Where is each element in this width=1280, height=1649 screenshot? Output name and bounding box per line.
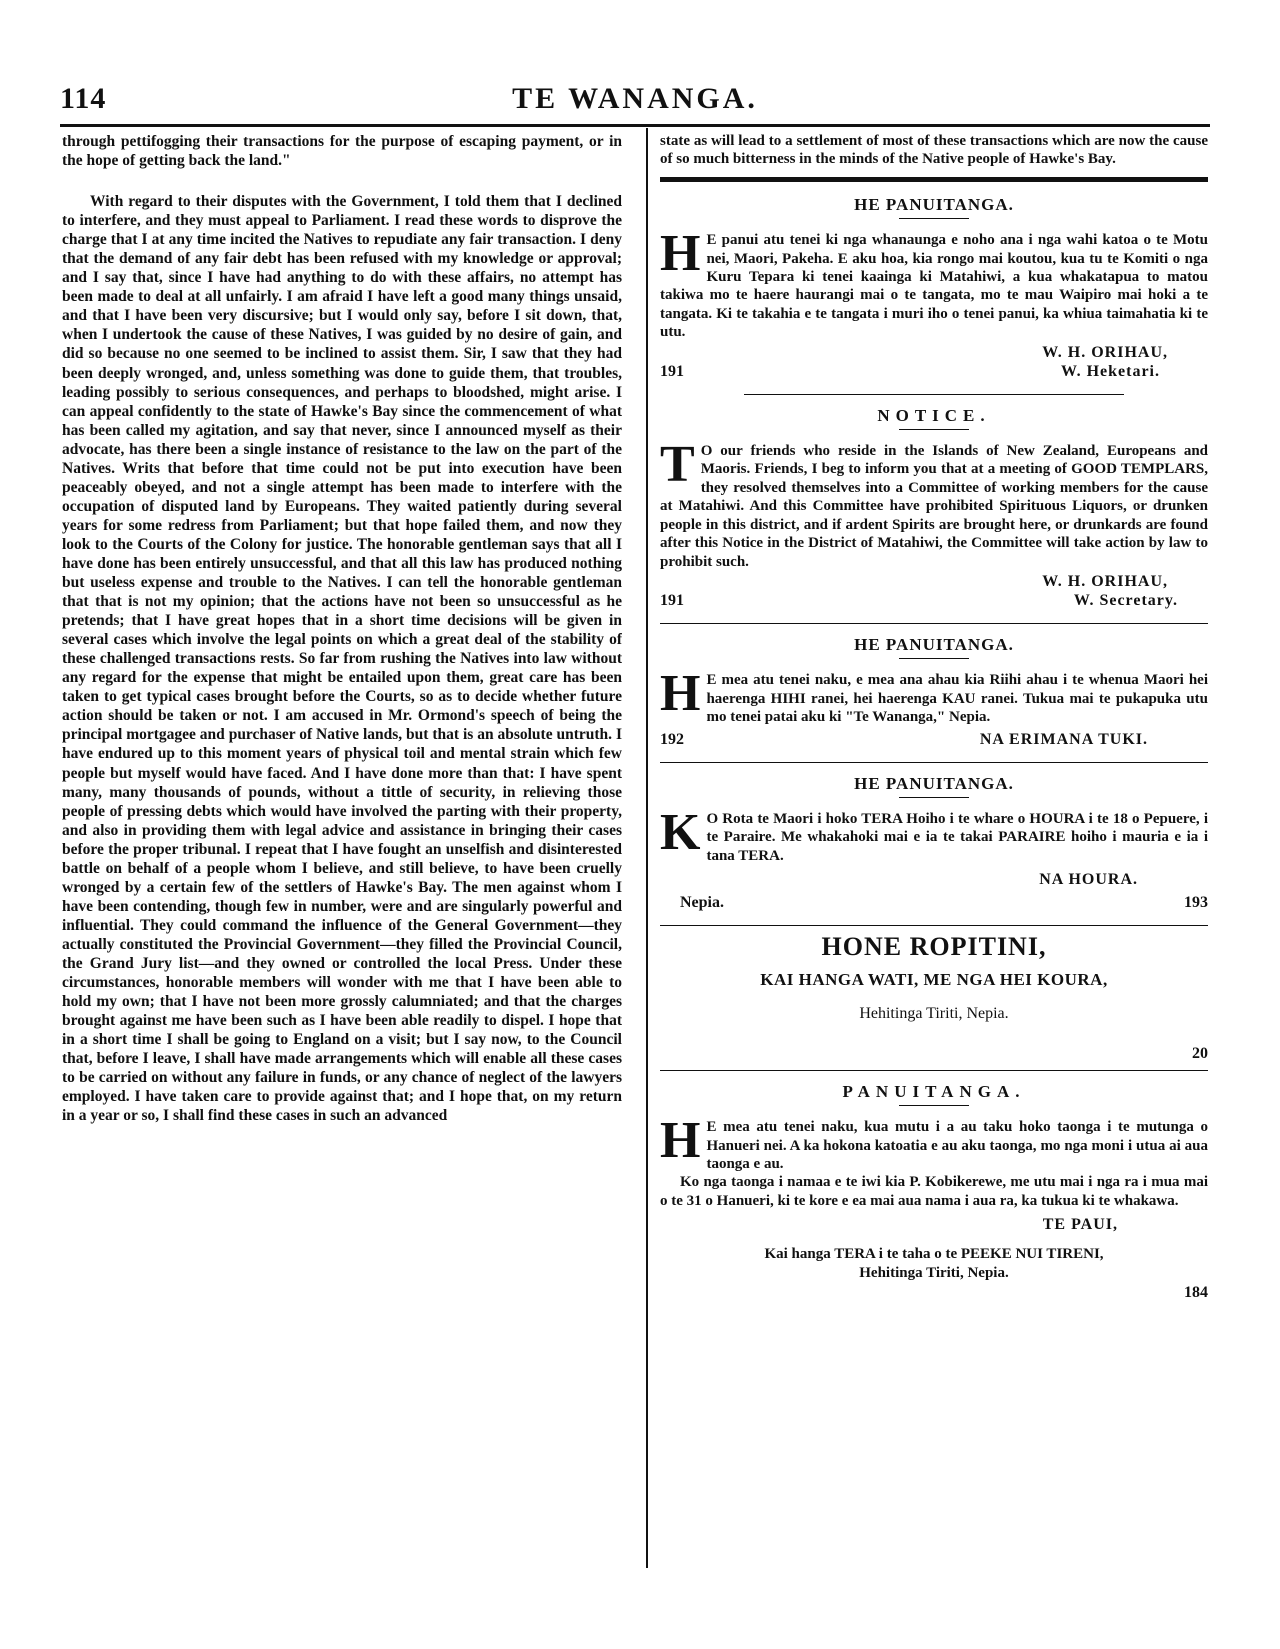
footer-line: Kai hanga TERA i te taha o te PEEKE NUI TIRENI,: [764, 1246, 1104, 1263]
notice-text: E panui atu tenei ki nga whanaunga e noho ana i nga wahi katoa o te Motu nei, Maori, Pakeha. E aku hoa, kia rongo mai koutou, kua tu te Komiti o nga Kuru Tepara ki tenei kaainga ki Matahiwi, a kua whakatapua to matou takiwa mo te haere haurangi mai o te tangata, mo te mau Waipiro mai hoki a te tangata. Ki te takahia e te tangata i muri iho o tenei panui, ka whiua taimahatia ki te utu.: [660, 232, 1208, 341]
notice-english: [660, 407, 1208, 611]
dropcap: H: [660, 665, 701, 723]
heading-underline: [899, 218, 969, 219]
notice-heading: HE PANUITANGA.: [854, 634, 1014, 654]
signature-row: [660, 871, 1208, 890]
notice-number: 192: [660, 730, 684, 748]
notice-heading: HE PANUITANGA.: [854, 773, 1014, 793]
notice-separator: [744, 394, 1124, 395]
continued-text: state as will lead to a settlement of most of these transactions which are now the cause of so much bitterness in the minds of the Native people of Hawke's Bay.: [660, 133, 1208, 168]
signature-row: [660, 363, 1208, 382]
notice-body: [660, 225, 1208, 341]
notice-place: Nepia.: [680, 894, 724, 912]
signature-name: NA ERIMANA TUKI.: [979, 730, 1148, 748]
notice-panuitanga: [660, 1083, 1208, 1303]
notice-body-second: Ko nga taonga i namaa e te iwi kia P. Kobikerewe, me utu mai i nga ra i mua mai o te 31 o Hanueri, ki te kore e ea mai aua nama i aua ra, ka tukua ki te whakawa.: [660, 1174, 1208, 1209]
header-rule: [60, 124, 1210, 127]
notice-he-panuitanga-1: [660, 196, 1208, 382]
signature-row: [660, 344, 1208, 363]
speech-paragraph: With regard to their disputes with the Government, I told them that I declined to interfere, and they must appeal to Parliament. I read these words to disprove the charge that I at any time incited the Natives to repudiate any fair transaction. I deny that the demand of any fair debt has been refused with my knowledge or approval; and I say that, since I have had anything to do with these affairs, no attempt has been made to deal at all unfairly. I am afraid I have left a good many things unsaid, and that I have been very discursive; but I would only say, before I sit down, that, when I undertook the cause of these Natives, I was guided by no desire of gain, and did so because no one seemed to be inclined to assist them. Sir, I saw that they had been deeply wronged, and, unless something was done to guide them, that troubles, leading possibly to serious consequences, and perhaps to bloodshed, might arise. I can appeal confidently to the state of Hawke's Bay since the commencement of what has been called my agitation, and say that never, since I announced myself as their advocate, has there been a single instance of resistance to the law on the part of the Natives. Writs that before that time could not be put into execution have been peaceably obeyed, and not a single attempt has been made to interfere with the occupation of disputed land by Europeans. They waited patiently during several years for some redress from Parliament; but that hope failed them, and now they look to the Courts of the Colony for justice. The honorable gentleman says that all I have done has been entirely unsuccessful, and that all this law has produced nothing but useless expense and trouble to the Natives. I can tell the honorable gentleman that that is not my opinion; that the actions have not been so unsuccessful as he pretends; that I have great hopes that in a short time decisions will be given in several cases which involve the legal points on which a great deal of the stability of these challenged transactions rests. So far from rushing the Natives into law without any regard for the expense that might be entailed upon them, great care has been taken to get typical cases brought before the Courts, so as to decide whether future action should be taken or not. I am accused in Mr. Ormond's speech of being the principal mortgagee and purchaser of Native lands, but that is an absolute untruth. I have endured up to this moment years of physical toil and mental strain which few people but myself would have faced. And I have done more than that: I have spent many, many thousands of pounds, without a tittle of security, in relieving those people of pressing debts which would have involved the parting with their property, and also in providing them with legal advice and assistance in bringing their cases before the proper tribunal. I repeat that I have fought an unselfish and disinterested battle on behalf of a people whom I believe, and still believe, to have been cruelly wronged by a certain few of the settlers of Hawke's Bay. The men against whom I have been contending, though few in number, were and are singularly powerful and influential. They could command the influence of the General Government—they actually constituted the Provincial Government—they filled the Provincial Council, the Grand Jury list—and they owned or controlled the local Press. Under these circumstances, honorable members will wonder with me that I have been able to hold my own; that I have not been more grossly calumniated; and that the charges brought against me have been such as I have been able readily to dispel. I hope that in a short time I shall be going to England on a visit; but I say now, to the Council that, before I leave, I shall have made arrangements which will enable all these cases to be carried on without any failure in funds, or any chance of neglect of the lawyers employed. I have taken care to provide against that; and I hope that, on my return in a year or so, I shall find these cases in such an advanced: [62, 193, 622, 1125]
notice-heading: PANUITANGA.: [842, 1081, 1026, 1101]
notice-separator: [660, 1070, 1208, 1071]
notice-body: [660, 665, 1208, 726]
notice-body: [660, 436, 1208, 571]
signature-row: [660, 894, 1208, 913]
heading-underline: [899, 1105, 969, 1106]
notice-text: O Rota te Maori i hoko TERA Hoiho i te whare o HOURA i te 18 o Pepuere, i te Paraire. Me whakahoki mai e ia te takai PARAIRE hoiho i mauria e ia i tana TERA.: [706, 810, 1208, 864]
notice-he-panuitanga-2: [660, 636, 1208, 750]
notice-he-panuitanga-3: [660, 775, 1208, 914]
right-column: [660, 132, 1208, 1572]
page-header: [60, 82, 1210, 122]
advertisement-hone-ropitini: [660, 932, 1208, 1064]
notice-body: [660, 803, 1208, 865]
signature-name: NA HOURA.: [1039, 871, 1138, 889]
signature-name: TE PAUI,: [1042, 1216, 1118, 1234]
column-divider: [646, 128, 648, 1568]
signature-row: [660, 573, 1208, 592]
notice-separator: [660, 762, 1208, 763]
notice-number: 193: [1184, 894, 1208, 912]
notice-separator: [660, 623, 1208, 624]
masthead-title: TE WANANGA.: [512, 82, 758, 115]
heading-underline: [899, 797, 969, 798]
signature-title: W. Heketari.: [1061, 362, 1160, 380]
footer-line: Hehitinga Tiriti, Nepia.: [859, 1264, 1009, 1281]
notice-text: E mea atu tenei naku, e mea ana ahau kia Riihi ahau i te whenua Maori hei haerenga HIHI ranei, hei haerenga KAU ranei. Tukua mai te pukapuka utu mo tenei patai aku ki "Te Wananga," Nepia.: [706, 672, 1208, 726]
signature-name: W. H. ORIHAU,: [1042, 572, 1168, 590]
notice-separator: [660, 925, 1208, 926]
signature-row: [660, 731, 1208, 750]
notice-number: 184: [1184, 1284, 1208, 1302]
page-number: 114: [60, 82, 107, 115]
dropcap: H: [660, 1112, 701, 1170]
advertisement-title: HONE ROPITINI,: [821, 932, 1047, 962]
signature-title: W. Secretary.: [1073, 591, 1178, 609]
heading-underline: [899, 429, 969, 430]
quote-ending-paragraph: through pettifogging their transactions for the purpose of escaping payment, or in the hope of getting back the land.": [62, 133, 622, 170]
notice-heading: NOTICE.: [877, 405, 991, 425]
notice-body: [660, 1112, 1208, 1173]
notice-text: E mea atu tenei naku, kua mutu i a au taku hoko taonga i te mutunga o Hanueri nei. A ka hokona katoatia e au aku taonga, mo nga moni i utua ai aua taonga e au.: [706, 1119, 1208, 1172]
notice-number: 191: [660, 362, 684, 380]
signature-row: [660, 592, 1208, 611]
left-column: [62, 132, 622, 1568]
signature-name: W. H. ORIHAU,: [1042, 343, 1168, 361]
advertisement-address: Hehitinga Tiriti, Nepia.: [859, 1004, 1009, 1022]
dropcap: H: [660, 225, 701, 283]
advertisement-number: 20: [1192, 1045, 1208, 1063]
dropcap: T: [660, 436, 695, 494]
section-rule: [660, 177, 1208, 182]
heading-underline: [899, 658, 969, 659]
notice-heading: HE PANUITANGA.: [854, 194, 1014, 214]
advertisement-subtitle: KAI HANGA WATI, ME NGA HEI KOURA,: [760, 969, 1108, 989]
notice-number: 191: [660, 591, 684, 609]
signature-row: [660, 1216, 1208, 1235]
dropcap: K: [660, 803, 701, 861]
notice-text: O our friends who reside in the Islands of New Zealand, Europeans and Maoris. Friends, I beg to inform you that at a meeting of GOOD TEMPLARS, they resolved themselves into a Committee of working members for the cause at Matahiwi. And this Committee have prohibited Spirituous Liquors, or drunken people in this district, and if ardent Spirits are brought here, or drunkards are found after this Notice in the District of Matahiwi, the Committee will take action by law to prohibit such.: [660, 443, 1208, 570]
